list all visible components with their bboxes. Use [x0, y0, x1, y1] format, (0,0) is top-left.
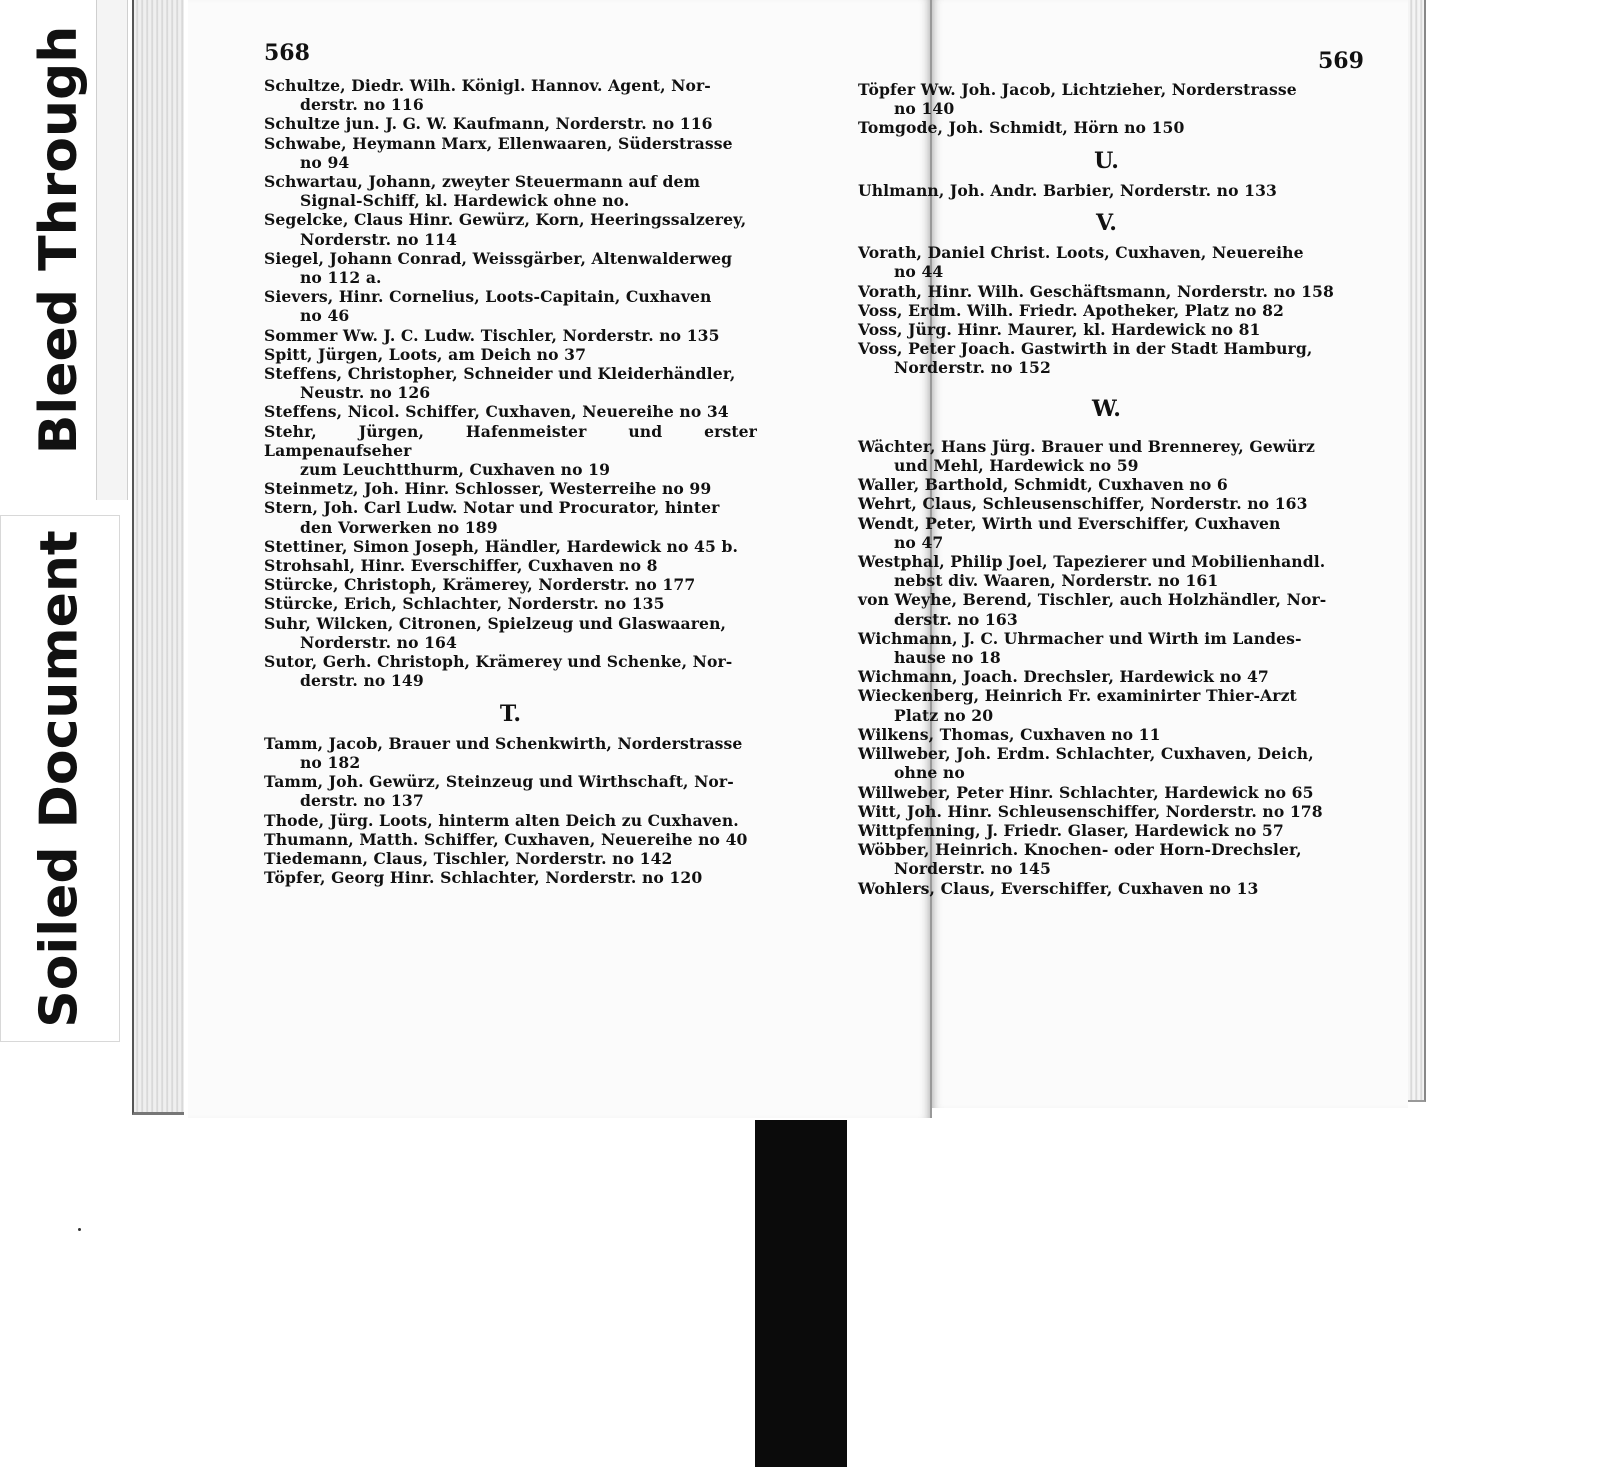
entry-line: Tiedemann, Claus, Tischler, Norderstr. no 142: [264, 848, 673, 868]
right-page-stack: [1408, 0, 1426, 1102]
entry-line: Wichmann, J. C. Uhrmacher und Wirth im Landes-: [858, 628, 1302, 648]
directory-entry: [264, 326, 757, 345]
entry-continuation: no 112 a.: [300, 268, 382, 288]
directory-entry: [858, 243, 1355, 281]
left-page-column: [264, 76, 757, 887]
directory-entry: [858, 667, 1355, 686]
directory-entry: [858, 514, 1355, 552]
entries-s: [264, 76, 757, 691]
directory-entry: [264, 498, 757, 536]
entry-continuation: derstr. no 116: [300, 95, 424, 115]
directory-entry: [264, 614, 757, 652]
book-spine-shadow: [755, 1120, 847, 1467]
entry-line: Schwabe, Heymann Marx, Ellenwaaren, Süderstrasse: [264, 133, 733, 153]
entry-line: Schwartau, Johann, zweyter Steuermann auf dem: [264, 172, 701, 192]
entry-continuation: nebst div. Waaren, Norderstr. no 161: [894, 571, 1219, 591]
dust-speck: [78, 1228, 81, 1231]
entry-continuation: hause no 18: [894, 648, 1001, 668]
entry-continuation: derstr. no 149: [300, 671, 424, 691]
entries-u: [858, 181, 1355, 200]
directory-entry: [264, 811, 757, 830]
entry-continuation: Norderstr. no 164: [300, 632, 457, 652]
entry-line: Thumann, Matth. Schiffer, Cuxhaven, Neuereihe no 40: [264, 829, 748, 849]
directory-entry: [264, 772, 757, 810]
entry-continuation: no 140: [894, 99, 955, 119]
entry-line: Voss, Erdm. Wilh. Friedr. Apotheker, Platz no 82: [858, 300, 1284, 320]
directory-entry: [858, 301, 1355, 320]
entry-continuation: Signal-Schiff, kl. Hardewick ohne no.: [300, 191, 630, 211]
directory-entry: [264, 734, 757, 772]
entry-line: Schultze jun. J. G. W. Kaufmann, Norderstr. no 116: [264, 114, 713, 134]
right-page-number: 569: [1318, 48, 1364, 74]
entry-line: Witt, Joh. Hinr. Schleusenschiffer, Norderstr. no 178: [858, 801, 1323, 821]
directory-entry: [858, 282, 1355, 301]
entry-line: Westphal, Philip Joel, Tapezierer und Mobilienhandl.: [858, 552, 1326, 572]
entry-line: Vorath, Daniel Christ. Loots, Cuxhaven, Neuereihe: [858, 243, 1304, 263]
entry-line: Vorath, Hinr. Wilh. Geschäftsmann, Norderstr. no 158: [858, 281, 1334, 301]
directory-entry: [264, 537, 757, 556]
directory-entry: [858, 840, 1355, 878]
entry-line: Spitt, Jürgen, Loots, am Deich no 37: [264, 344, 587, 364]
entry-line: von Weyhe, Berend, Tischler, auch Holzhändler, Nor-: [858, 590, 1327, 610]
directory-entry: [264, 134, 757, 172]
directory-entry: [858, 821, 1355, 840]
soiled-document-label-strip: [0, 515, 120, 1042]
entry-continuation: no 44: [894, 262, 944, 282]
entry-line: Tamm, Jacob, Brauer und Schenkwirth, Norderstrasse: [264, 733, 743, 753]
section-heading-u: U.: [1094, 147, 1119, 174]
left-page-number: 568: [264, 40, 310, 66]
entry-line: Willweber, Peter Hinr. Schlachter, Hardewick no 65: [858, 782, 1314, 802]
directory-entry: [264, 114, 757, 133]
directory-entry: [264, 575, 757, 594]
entry-line: Wendt, Peter, Wirth und Everschiffer, Cuxhaven: [858, 513, 1281, 533]
entry-continuation: ohne no: [894, 763, 965, 783]
directory-entry: [264, 479, 757, 498]
directory-entry: [264, 652, 757, 690]
entry-line: Segelcke, Claus Hinr. Gewürz, Korn, Heeringssalzerey,: [264, 210, 747, 230]
entries-t-continued: [858, 80, 1355, 138]
directory-entry: [858, 475, 1355, 494]
directory-entry: [264, 210, 757, 248]
entry-continuation: derstr. no 137: [300, 791, 424, 811]
entry-continuation: no 94: [300, 152, 350, 172]
entry-continuation: no 182: [300, 752, 361, 772]
entry-line: Voss, Peter Joach. Gastwirth in der Stadt Hamburg,: [858, 339, 1313, 359]
soiled-document-label: Soiled Document: [30, 529, 91, 1028]
directory-entry: [264, 76, 757, 114]
entry-line: Stürcke, Christoph, Krämerey, Norderstr. no 177: [264, 575, 696, 595]
entry-line: Schultze, Diedr. Wilh. Königl. Hannov. Agent, Nor-: [264, 76, 711, 95]
directory-entry: [858, 783, 1355, 802]
entry-line: Voss, Jürg. Hinr. Maurer, kl. Hardewick no 81: [858, 320, 1261, 340]
directory-entry: [264, 594, 757, 613]
entry-line: Wieckenberg, Heinrich Fr. examinirter Thier-Arzt: [858, 686, 1297, 706]
entry-line: Waller, Barthold, Schmidt, Cuxhaven no 6: [858, 475, 1228, 495]
directory-entry: [264, 849, 757, 868]
entry-continuation: Norderstr. no 152: [894, 358, 1051, 378]
section-heading-v: V.: [1096, 210, 1117, 237]
directory-entry: [858, 80, 1355, 118]
directory-entry: [264, 830, 757, 849]
entry-line: Töpfer, Georg Hinr. Schlachter, Norderstr. no 120: [264, 868, 703, 888]
directory-entry: [858, 437, 1355, 475]
directory-entry: [858, 802, 1355, 821]
directory-entry: [858, 629, 1355, 667]
entry-line: Wöbber, Heinrich. Knochen- oder Horn-Drechsler,: [858, 840, 1302, 860]
entry-continuation: zum Leuchtthurm, Cuxhaven no 19: [300, 460, 611, 480]
entry-line: Steffens, Nicol. Schiffer, Cuxhaven, Neuereihe no 34: [264, 402, 729, 422]
entry-line: Thode, Jürg. Loots, hinterm alten Deich zu Cuxhaven.: [264, 810, 739, 830]
entry-continuation: Norderstr. no 145: [894, 859, 1051, 879]
entry-line: Sommer Ww. J. C. Ludw. Tischler, Norderstr. no 135: [264, 325, 720, 345]
directory-entry: [858, 320, 1355, 339]
entry-line: Sievers, Hinr. Cornelius, Loots-Capitain, Cuxhaven: [264, 287, 712, 307]
entry-continuation: Neustr. no 126: [300, 383, 431, 403]
directory-entry: [858, 181, 1355, 200]
directory-entry: [264, 364, 757, 402]
entry-line: Töpfer Ww. Joh. Jacob, Lichtzieher, Norderstrasse: [858, 80, 1297, 99]
entry-line: Wilkens, Thomas, Cuxhaven no 11: [858, 724, 1161, 744]
directory-entry: [858, 686, 1355, 724]
entry-line: Wächter, Hans Jürg. Brauer und Brennerey, Gewürz: [858, 436, 1315, 456]
directory-entry: [858, 494, 1355, 513]
entry-line: Wohlers, Claus, Everschiffer, Cuxhaven no 13: [858, 878, 1259, 898]
entry-line: Stürcke, Erich, Schlachter, Norderstr. no 135: [264, 594, 665, 614]
entry-line: Sutor, Gerh. Christoph, Krämerey und Schenke, Nor-: [264, 652, 733, 672]
entry-line: Stettiner, Simon Joseph, Händler, Hardewick no 45 b.: [264, 536, 738, 556]
entry-line: Steinmetz, Joh. Hinr. Schlosser, Westerreihe no 99: [264, 479, 712, 499]
directory-entry: [264, 868, 757, 887]
directory-entry: [858, 118, 1355, 137]
entry-line: Tomgode, Joh. Schmidt, Hörn no 150: [858, 118, 1185, 138]
section-heading-w: W.: [1092, 395, 1121, 422]
entries-w: [858, 437, 1355, 898]
entry-continuation: no 47: [894, 532, 944, 552]
bleed-through-label-strip: [0, 0, 118, 480]
entry-continuation: derstr. no 163: [894, 609, 1018, 629]
entry-line: Siegel, Johann Conrad, Weissgärber, Altenwalderweg: [264, 248, 733, 268]
directory-entry: [858, 725, 1355, 744]
directory-entry: [858, 879, 1355, 898]
entry-line: Willweber, Joh. Erdm. Schlachter, Cuxhaven, Deich,: [858, 744, 1314, 764]
entries-v: [858, 243, 1355, 377]
directory-entry: [264, 402, 757, 421]
entry-line: Uhlmann, Joh. Andr. Barbier, Norderstr. no 133: [858, 180, 1277, 200]
section-heading-t: T.: [499, 700, 522, 727]
directory-entry: [858, 339, 1355, 377]
directory-entry: [264, 345, 757, 364]
directory-entry: [264, 249, 757, 287]
bleed-through-label: Bleed Through: [29, 25, 90, 455]
directory-entry: [264, 422, 757, 480]
directory-entry: [264, 287, 757, 325]
directory-entry: [264, 172, 757, 210]
directory-entry: [858, 590, 1355, 628]
right-page-column: [858, 80, 1355, 898]
entry-line: Tamm, Joh. Gewürz, Steinzeug und Wirthschaft, Nor-: [264, 772, 734, 792]
entry-line: Wichmann, Joach. Drechsler, Hardewick no 47: [858, 667, 1269, 687]
entry-continuation: Platz no 20: [894, 705, 994, 725]
entry-continuation: und Mehl, Hardewick no 59: [894, 456, 1139, 476]
entry-line: Wehrt, Claus, Schleusenschiffer, Norderstr. no 163: [858, 494, 1308, 514]
directory-entry: [858, 744, 1355, 782]
entry-line: Stehr, Jürgen, Hafenmeister und erster Lampenaufseher: [264, 421, 757, 460]
entry-line: Suhr, Wilcken, Citronen, Spielzeug und Glaswaaren,: [264, 613, 727, 633]
entry-continuation: no 46: [300, 306, 350, 326]
entry-line: Strohsahl, Hinr. Everschiffer, Cuxhaven no 8: [264, 556, 658, 576]
entry-line: Stern, Joh. Carl Ludw. Notar und Procurator, hinter: [264, 498, 720, 518]
entry-continuation: Norderstr. no 114: [300, 229, 457, 249]
left-page-stack: [132, 0, 184, 1115]
entry-line: Steffens, Christopher, Schneider und Kleiderhändler,: [264, 364, 736, 384]
directory-entry: [264, 556, 757, 575]
directory-entry: [858, 552, 1355, 590]
entries-t: [264, 734, 757, 888]
entry-continuation: den Vorwerken no 189: [300, 517, 498, 537]
entry-line: Wittpfenning, J. Friedr. Glaser, Hardewick no 57: [858, 820, 1284, 840]
